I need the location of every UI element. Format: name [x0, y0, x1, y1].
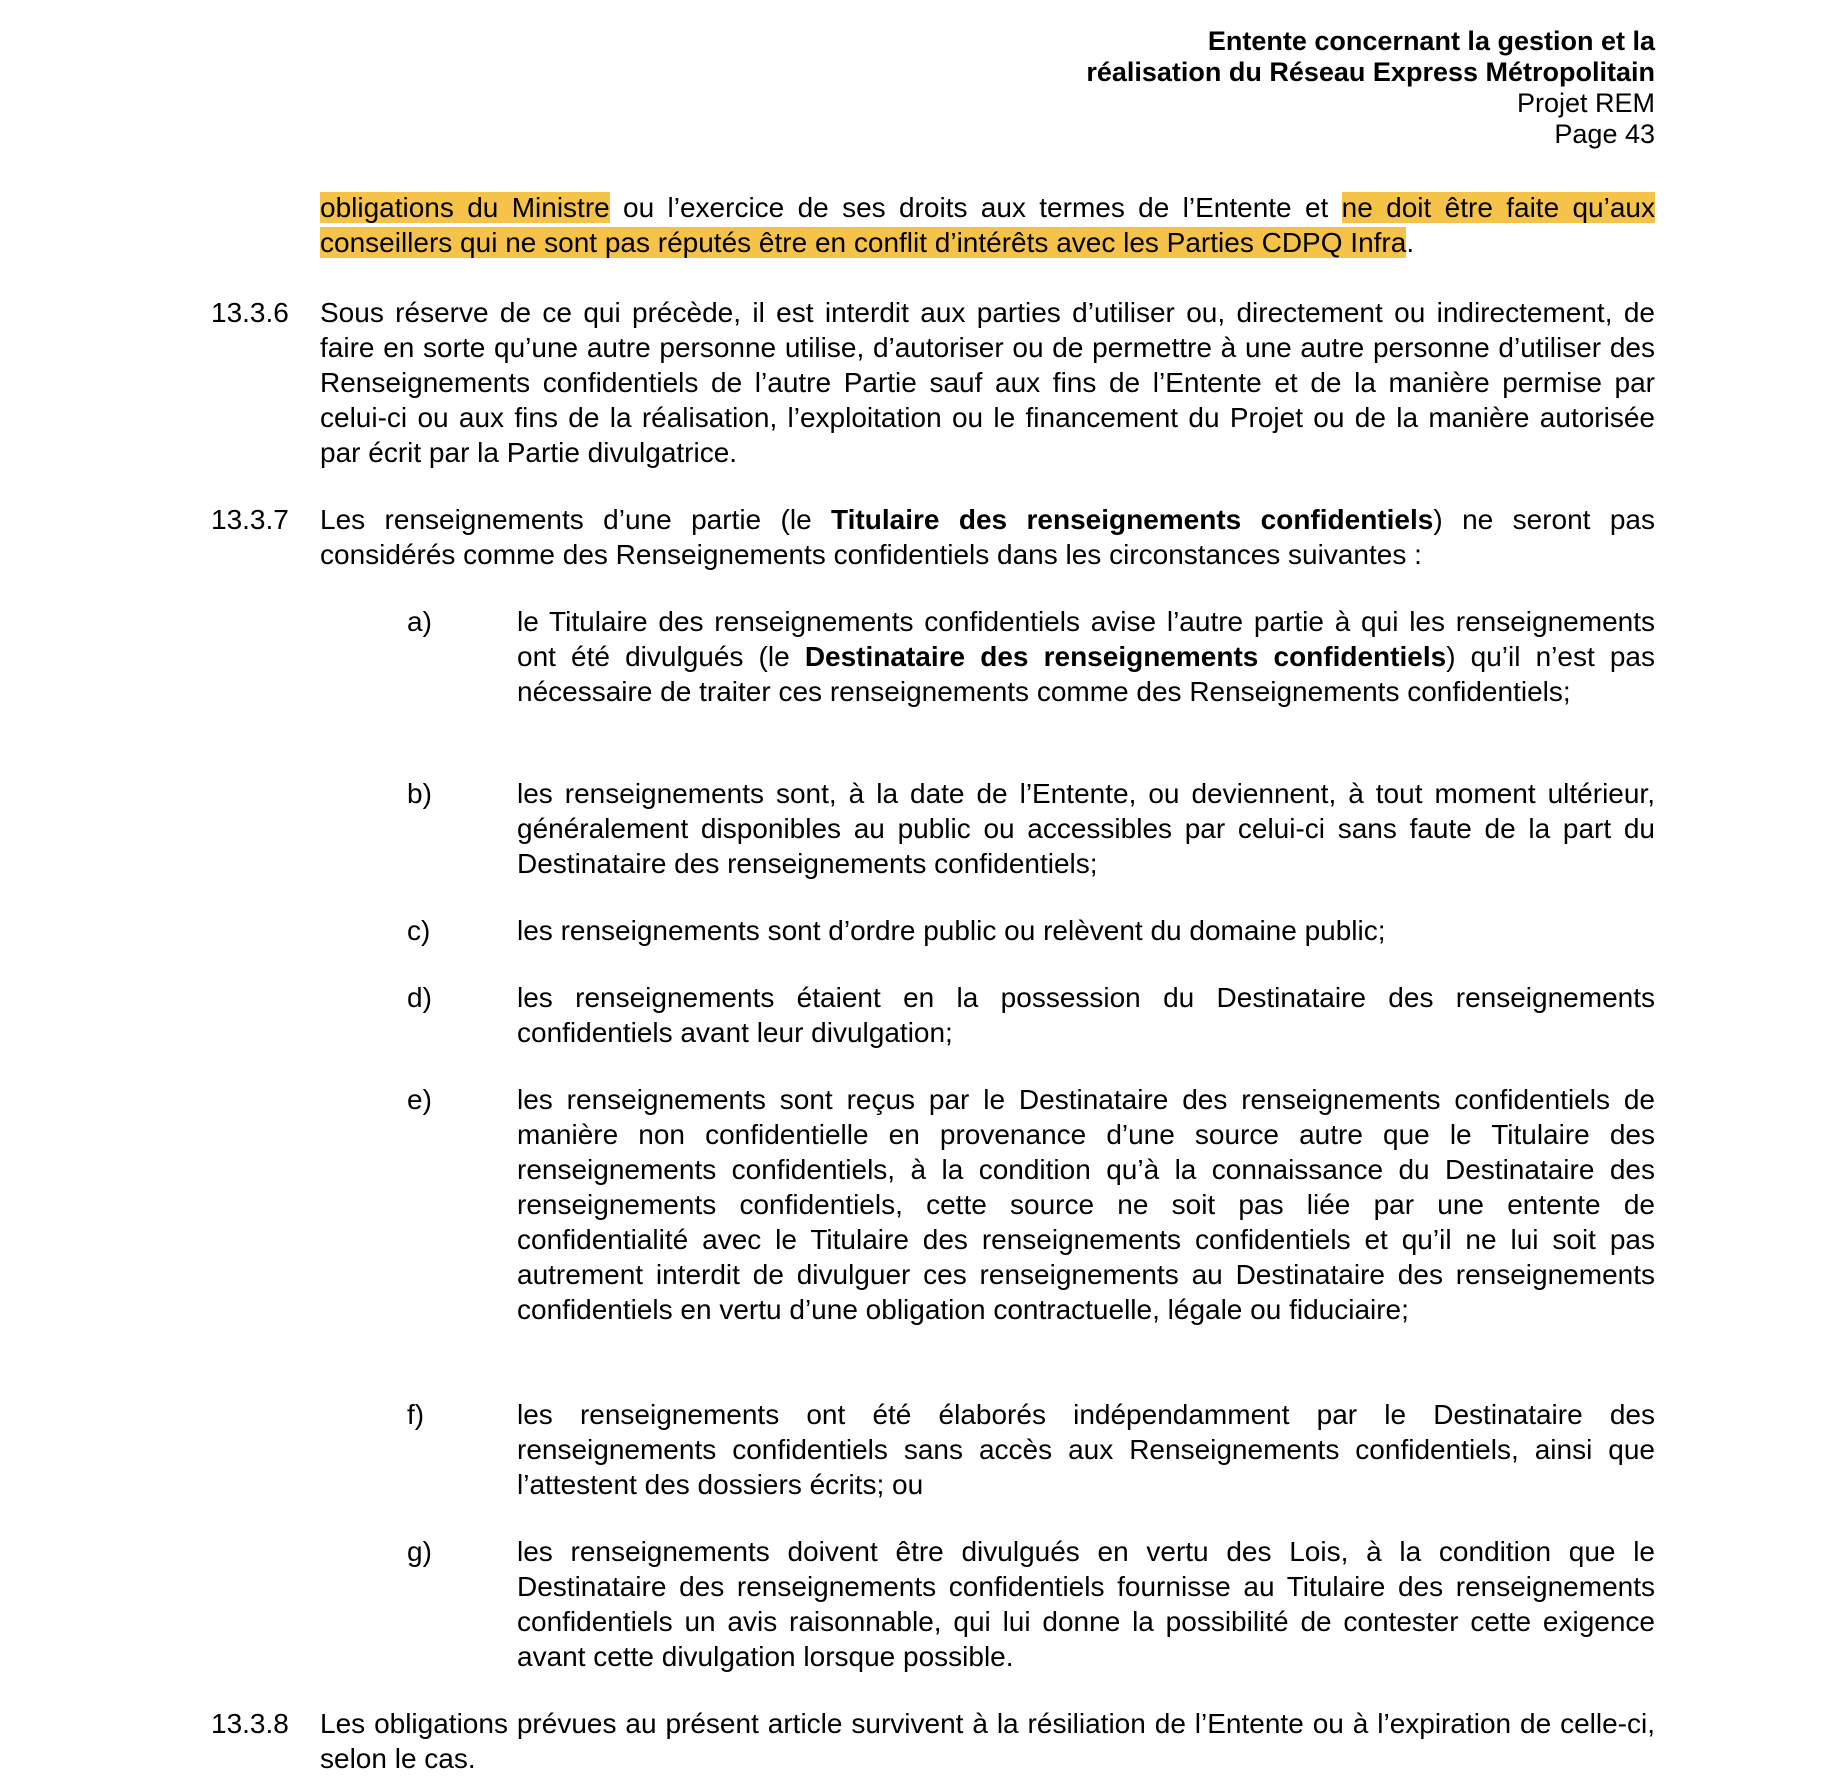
item-letter: e) — [407, 1084, 432, 1115]
list-item-g — [407, 1534, 1655, 1674]
list-item-d — [407, 980, 1655, 1050]
item-letter: b) — [407, 778, 432, 809]
header-title-line2: réalisation du Réseau Express Métropolitain — [1086, 57, 1655, 87]
list-item-a — [407, 604, 1655, 709]
defined-term-titulaire: Titulaire des renseignements confidentiels — [831, 504, 1434, 535]
header-project: Projet REM — [1516, 88, 1655, 118]
clause-13-3-7 — [211, 502, 1655, 572]
item-letter: g) — [407, 1536, 432, 1567]
clause-number: 13.3.8 — [211, 1708, 289, 1739]
item-text-pre: le Titulaire des renseignements confidentiels avise l’autre partie à qui les renseignements ont été divulgués (le — [517, 606, 1655, 672]
clause-13-3-8 — [211, 1706, 1655, 1776]
item-text: les renseignements sont d’ordre public ou relèvent du domaine public; — [517, 915, 1386, 946]
page-header — [755, 26, 1655, 150]
item-letter: a) — [407, 606, 432, 637]
clause-number: 13.3.7 — [211, 504, 289, 535]
list-item-e — [407, 1082, 1655, 1327]
list-item-c — [407, 913, 1655, 948]
item-text-post: ) qu’il n’est pas nécessaire de traiter ces renseignements comme des Renseignements confidentiels; — [517, 641, 1656, 707]
item-text: les renseignements doivent être divulgués en vertu des Lois, à la condition que le Destinataire des renseignements confidentiels fournisse au Titulaire des renseignements confidentiels un avis raisonnable, qui lui donne la possibilité de contester cette exigence avant cette divulgation lorsque possible. — [517, 1536, 1655, 1672]
continuation-mid: ou l’exercice de ses droits aux termes de l’Entente et — [609, 192, 1342, 223]
header-page-number: Page 43 — [1554, 119, 1655, 149]
highlight-conseillers: ne doit être faite qu’aux conseillers qui ne sont pas réputés être en conflit d’intérêts avec les Parties CDPQ Infra — [320, 192, 1655, 258]
continuation-paragraph — [320, 190, 1655, 260]
item-letter: c) — [407, 915, 431, 946]
clause-text: Les obligations prévues au présent article survivent à la résiliation de l’Entente ou à l’expiration de celle-ci, selon le cas. — [320, 1708, 1655, 1774]
item-text: les renseignements sont reçus par le Destinataire des renseignements confidentiels de manière non confidentielle en provenance d’une source autre que le Titulaire des renseignements confidentiels, à la condition qu’à la connaissance du Destinataire des renseignements confidentiels, cette source ne soit pas liée par une entente de confidentialité avec le Titulaire des renseignements confidentiels et qu’il ne lui soit pas autrement interdit de divulguer ces renseignements au Destinataire des renseignements confidentiels en vertu d’une obligation contractuelle, légale ou fiduciaire; — [517, 1084, 1655, 1325]
list-item-f — [407, 1397, 1655, 1502]
item-letter: d) — [407, 982, 432, 1013]
header-title-line1: Entente concernant la gestion et la — [1207, 26, 1655, 56]
item-letter: f) — [407, 1399, 425, 1430]
clause-number: 13.3.6 — [211, 297, 289, 328]
clause-text: Sous réserve de ce qui précède, il est interdit aux parties d’utiliser ou, directement ou indirectement, de faire en sorte qu’une autre personne utilise, d’autoriser ou de permettre à une autre personne d’utiliser des Renseignements confidentiels de l’autre Partie sauf aux fins de l’Entente et de la manière permise par celui-ci ou aux fins de la réalisation, l’exploitation ou le financement du Projet ou de la manière autorisée par écrit par la Partie divulgatrice. — [320, 297, 1655, 468]
item-text: les renseignements étaient en la possession du Destinataire des renseignements confidentiels avant leur divulgation; — [517, 982, 1655, 1048]
clause-text — [320, 502, 1655, 572]
defined-term-destinataire: Destinataire des renseignements confidentiels — [804, 641, 1447, 672]
item-text: les renseignements ont été élaborés indépendamment par le Destinataire des renseignements confidentiels sans accès aux Renseignements confidentiels, ainsi que l’attestent des dossiers écrits; ou — [517, 1399, 1655, 1500]
continuation-end: . — [1406, 227, 1415, 258]
item-text: les renseignements sont, à la date de l’Entente, ou deviennent, à tout moment ultérieur, généralement disponibles au public ou accessibles par celui-ci sans faute de la part du Destinataire des renseignements confidentiels; — [517, 778, 1655, 879]
clause-text-pre: Les renseignements d’une partie (le — [320, 504, 832, 535]
highlight-ministre: obligations du Ministre — [320, 192, 610, 223]
clause-text-post: ) ne seront pas considérés comme des Renseignements confidentiels dans les circonstances suivantes : — [320, 504, 1655, 570]
list-item-b — [407, 776, 1655, 881]
item-text — [517, 604, 1655, 709]
clause-13-3-6 — [211, 295, 1655, 470]
